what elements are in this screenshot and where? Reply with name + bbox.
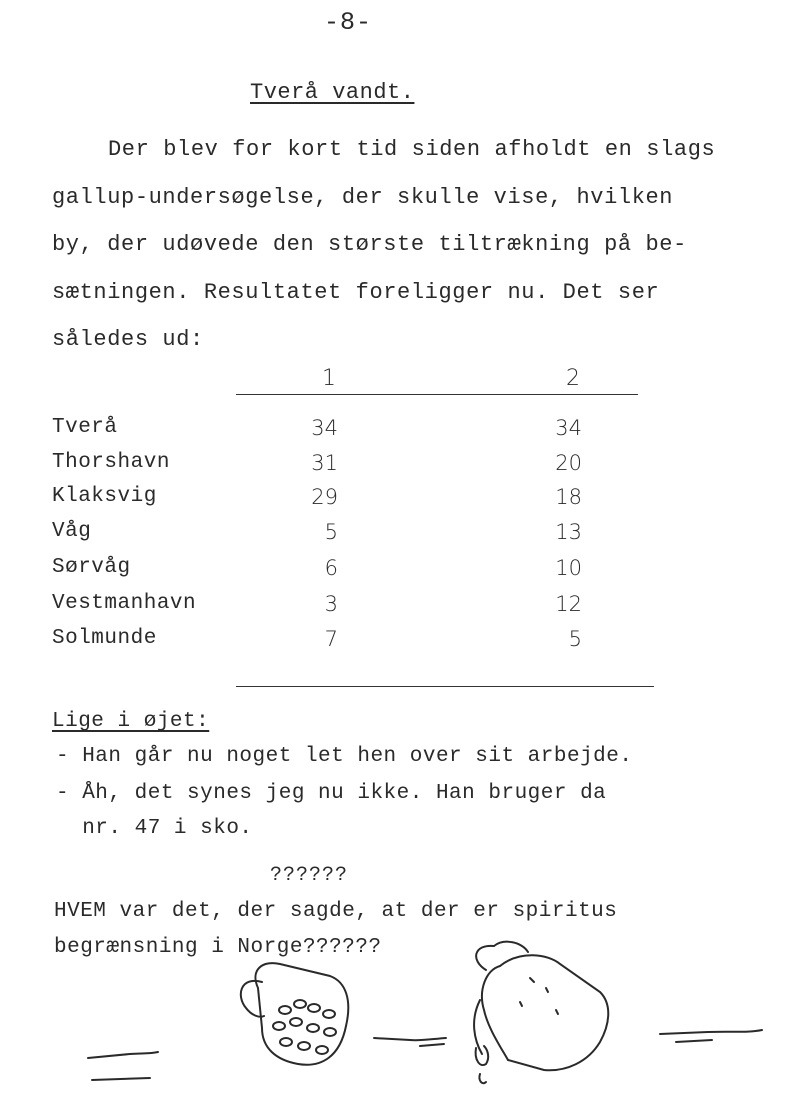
dialogue-line: - Åh, det synes jeg nu ikke. Han bruger da <box>56 782 607 805</box>
table-cell-col2: 18 <box>555 485 582 509</box>
table-header-col1: 1 <box>322 366 336 391</box>
table-header-col2: 2 <box>566 366 580 391</box>
table-cell-col2: 34 <box>555 416 582 440</box>
table-row-town: Vestmanhavn <box>52 592 197 615</box>
table-row-town: Sørvåg <box>52 556 131 579</box>
table-top-rule <box>236 394 638 395</box>
table-cell-col2: 10 <box>555 556 582 580</box>
paragraph-line: gallup-undersøgelse, der skulle vise, hvilken <box>52 184 674 210</box>
paragraph-line: Der blev for kort tid siden afholdt en slags <box>108 137 716 162</box>
paragraph-line: således ud: <box>52 327 204 352</box>
table-row-town: Thorshavn <box>52 451 170 474</box>
table-cell-col2: 20 <box>555 451 582 475</box>
table-bottom-rule <box>236 686 654 687</box>
beer-mugs-doodle <box>0 930 800 1098</box>
dialogue-line: - Han går nu noget let hen over sit arbejde. <box>56 745 633 768</box>
paragraph-line: by, der udøvede den største tiltrækning på be- <box>52 232 687 257</box>
section-heading: Lige i øjet: <box>52 710 210 733</box>
table-cell-col1: 31 <box>311 451 338 475</box>
table-cell-col1: 29 <box>311 485 338 509</box>
closing-line: HVEM var det, der sagde, at der er spiritus <box>54 900 618 923</box>
table-cell-col1: 6 <box>324 556 338 580</box>
table-cell-col1: 7 <box>324 627 338 651</box>
article-title: Tverå vandt. <box>250 80 415 105</box>
table-row-town: Klaksvig <box>52 485 157 508</box>
table-cell-col2: 5 <box>568 627 582 651</box>
table-row-town: Våg <box>52 520 92 543</box>
table-cell-col2: 13 <box>555 520 582 544</box>
table-cell-col1: 34 <box>311 416 338 440</box>
page-number: -8- <box>324 8 373 37</box>
intro-paragraph <box>52 126 772 364</box>
table-cell-col2: 12 <box>555 592 582 616</box>
question-marks: ?????? <box>270 864 349 887</box>
paragraph-line: sætningen. Resultatet foreligger nu. Det ser <box>52 279 660 305</box>
closing-line: begrænsning i Norge?????? <box>54 936 382 959</box>
table-cell-col1: 5 <box>324 520 338 544</box>
dialogue-line: nr. 47 i sko. <box>56 817 253 840</box>
table-row-town: Tverå <box>52 416 118 439</box>
table-cell-col1: 3 <box>324 592 338 616</box>
table-row-town: Solmunde <box>52 627 157 650</box>
